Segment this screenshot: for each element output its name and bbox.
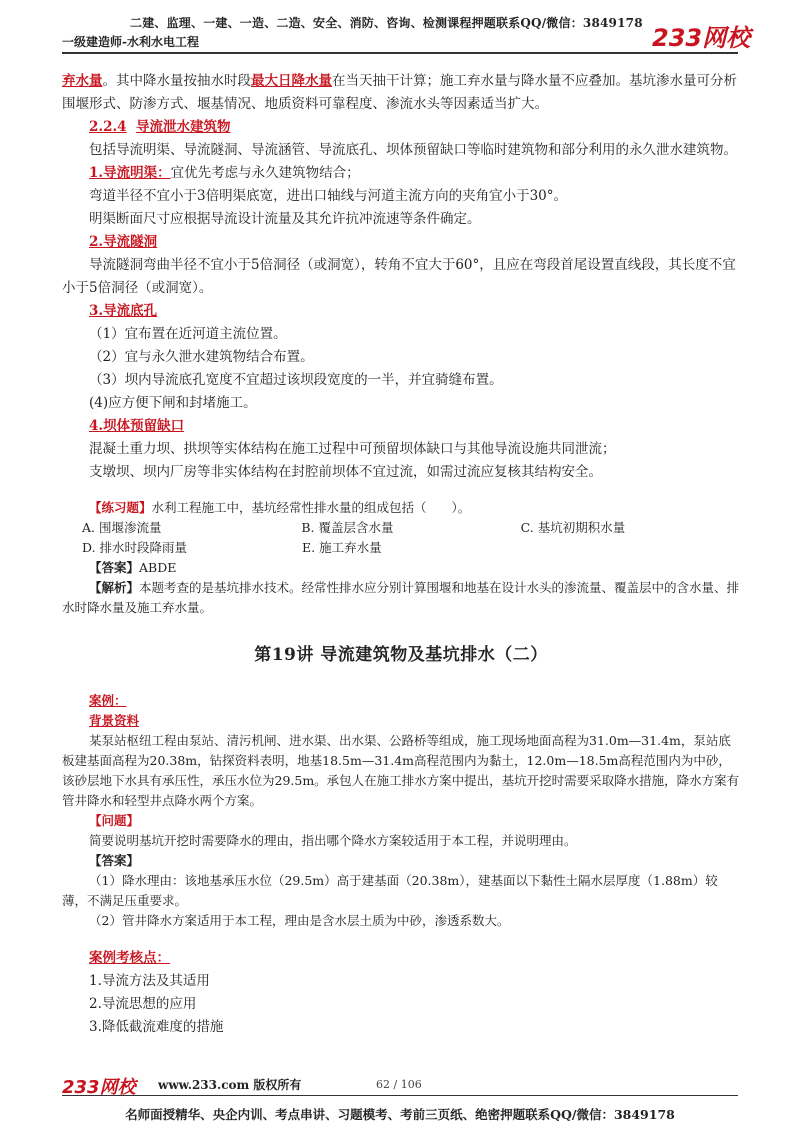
item-4-heading (62, 415, 740, 438)
page-content (62, 70, 740, 1039)
item-1-line-3: 明渠断面尺寸应根据导流设计流量及其允许抗冲流速等条件确定。 (89, 211, 481, 227)
item-4-title: 4.坝体预留缺口 (89, 418, 185, 434)
item-1-line-2: 弯道半径不宜小于3倍明渠底宽，进出口轴线与河道主流方向的夹角宜小于30°。 (89, 188, 568, 204)
answer-label: 【答案】 (89, 560, 140, 575)
header-logo: 233网校 (652, 24, 751, 52)
footer-site[interactable]: www.233.com 版权所有 (158, 1078, 302, 1092)
key-point-2: 2.导流思想的应用 (89, 996, 197, 1012)
page-number: 62 / 106 (376, 1078, 422, 1091)
section-title: 导流泄水建筑物 (136, 119, 231, 135)
item-3-heading (62, 300, 740, 323)
header-divider (62, 52, 738, 54)
item-4-line-2: 支墩坝、坝内厂房等非实体结构在封腔前坝体不宜过流，如需过流应复核其结构安全。 (89, 464, 602, 480)
intro-paragraph (62, 70, 740, 116)
explanation-text: 本题考查的是基坑排水技术。经常性排水应分别计算围堰和地基在设计水头的渗流量、覆盖层中的含水量、排水时降水量及施工弃水量。 (62, 580, 740, 615)
item-1-title: 1.导流明渠： (89, 165, 171, 181)
footer-divider (62, 1095, 738, 1096)
section-heading (62, 116, 740, 139)
exercise-label: 【练习题】 (89, 500, 152, 515)
item-2-title: 2.导流隧洞 (89, 234, 158, 250)
item-3-title: 3.导流底孔 (89, 303, 158, 319)
case-label: 案例： (89, 693, 127, 708)
question-label: 【问题】 (89, 813, 140, 828)
item-3-line-3: （3）坝内导流底孔宽度不宜超过该坝段宽度的一半，并宜骑缝布置。 (89, 372, 503, 388)
intro-term-2: 最大日降水量 (251, 73, 332, 89)
explanation-label: 【解析】 (89, 580, 140, 595)
exercise-answer (62, 558, 740, 578)
header-contact: 二建、监理、一建、一造、二造、安全、消防、咨询、检测课程押题联系QQ/微信：3849178 (130, 16, 643, 30)
key-point-1: 1.导流方法及其适用 (89, 973, 210, 989)
exercise-block (62, 498, 740, 618)
exercise-question (62, 498, 740, 518)
background-label: 背景资料 (89, 713, 140, 728)
question-text: 简要说明基坑开挖时需要降水的理由，指出哪个降水方案较适用于本工程，并说明理由。 (89, 833, 577, 848)
answer-value: ABDE (139, 560, 177, 575)
intro-text-2: 在当天抽干计算；施工弃水量与降水量不应叠加。基坑渗水量可分析围堰形式、防渗方式、堰基情况、地质资料可靠程度、渗流水头等因素适当扩大。 (62, 73, 737, 112)
exercise-options-row-2 (62, 538, 740, 558)
intro-text-1: 。其中降水量按抽水时段 (102, 73, 251, 89)
question-heading (62, 811, 740, 831)
case-block (62, 691, 740, 931)
item-1-line-1 (62, 162, 740, 185)
key-points-heading (62, 947, 740, 970)
exercise-explanation (62, 578, 740, 618)
item-2-line-1: 导流隧洞弯曲半径不宜小于5倍洞径（或洞宽），转角不宜大于60°，且应在弯段首尾设置直线段，其长度不宜小于5倍洞径（或洞宽）。 (62, 257, 736, 296)
option-a: A. 围堰渗流量 (82, 520, 162, 535)
key-points-label: 案例考核点： (89, 950, 170, 966)
lecture-title: 第19讲 导流建筑物及基坑排水（二） (254, 645, 548, 665)
option-c: C. 基坑初期积水量 (520, 520, 626, 535)
footer-contact: 名师面授精华、央企内训、考点串讲、习题模考、考前三页纸、绝密押题联系QQ/微信：3849178 (125, 1107, 675, 1122)
option-d: D. 排水时段降雨量 (82, 540, 188, 555)
item-3-line-1: （1）宜布置在近河道主流位置。 (89, 326, 287, 342)
option-b: B. 覆盖层含水量 (301, 520, 394, 535)
intro-term-1: 弃水量 (62, 73, 103, 89)
option-e: E. 施工弃水量 (302, 540, 382, 555)
exercise-question-text: 水利工程施工中，基坑经常性排水量的组成包括（ ）。 (151, 500, 471, 515)
key-points-block (62, 947, 740, 1039)
section-number: 2.2.4 (89, 119, 127, 135)
background-text: 某泵站枢纽工程由泵站、清污机闸、进水渠、出水渠、公路桥等组成，施工现场地面高程为31.0m—31.4m，泵站底板建基面高程为20.38m，钻探资料表明，地基18.5m—31.4m高程范围内为黏土，12.0m—18.5m高程范围内为中砂，该砂层地下水具有承压性，承压水位为29.5m。承包人在施工排水方案中提出，基坑开挖时需要采取降水措施，降水方案有管井降水和轻型井点降水两个方案。 (62, 733, 740, 808)
answer-line-1: （1）降水理由：该地基承压水位（29.5m）高于建基面（20.38m），建基面以下黏性土隔水层厚度（1.88m）较薄，不满足压重要求。 (62, 873, 718, 908)
item-2-heading (62, 231, 740, 254)
item-3-line-2: （2）宜与永久泄水建筑物结合布置。 (89, 349, 314, 365)
item-4-line-1: 混凝土重力坝、拱坝等实体结构在施工过程中可预留坝体缺口与其他导流设施共同泄流； (89, 441, 616, 457)
item-3-line-4: (4)应方便下闸和封堵施工。 (89, 395, 257, 411)
case-answer-label: 【答案】 (89, 853, 140, 868)
key-point-3: 3.降低截流难度的措施 (89, 1019, 224, 1035)
item-1-text: 宜优先考虑与永久建筑物结合； (170, 165, 360, 181)
header-subject: 一级建造师-水利水电工程 (62, 35, 199, 49)
answer-line-2: （2）管井降水方案适用于本工程，理由是含水层土质为中砂，渗透系数大。 (89, 913, 510, 928)
exercise-options-row-1 (62, 518, 740, 538)
footer-logo: 233网校 (62, 1077, 136, 1098)
answer-heading (62, 851, 740, 871)
section-description: 包括导流明渠、导流隧洞、导流涵管、导流底孔、坝体预留缺口等临时建筑物和部分利用的永久泄水建筑物。 (89, 142, 737, 158)
